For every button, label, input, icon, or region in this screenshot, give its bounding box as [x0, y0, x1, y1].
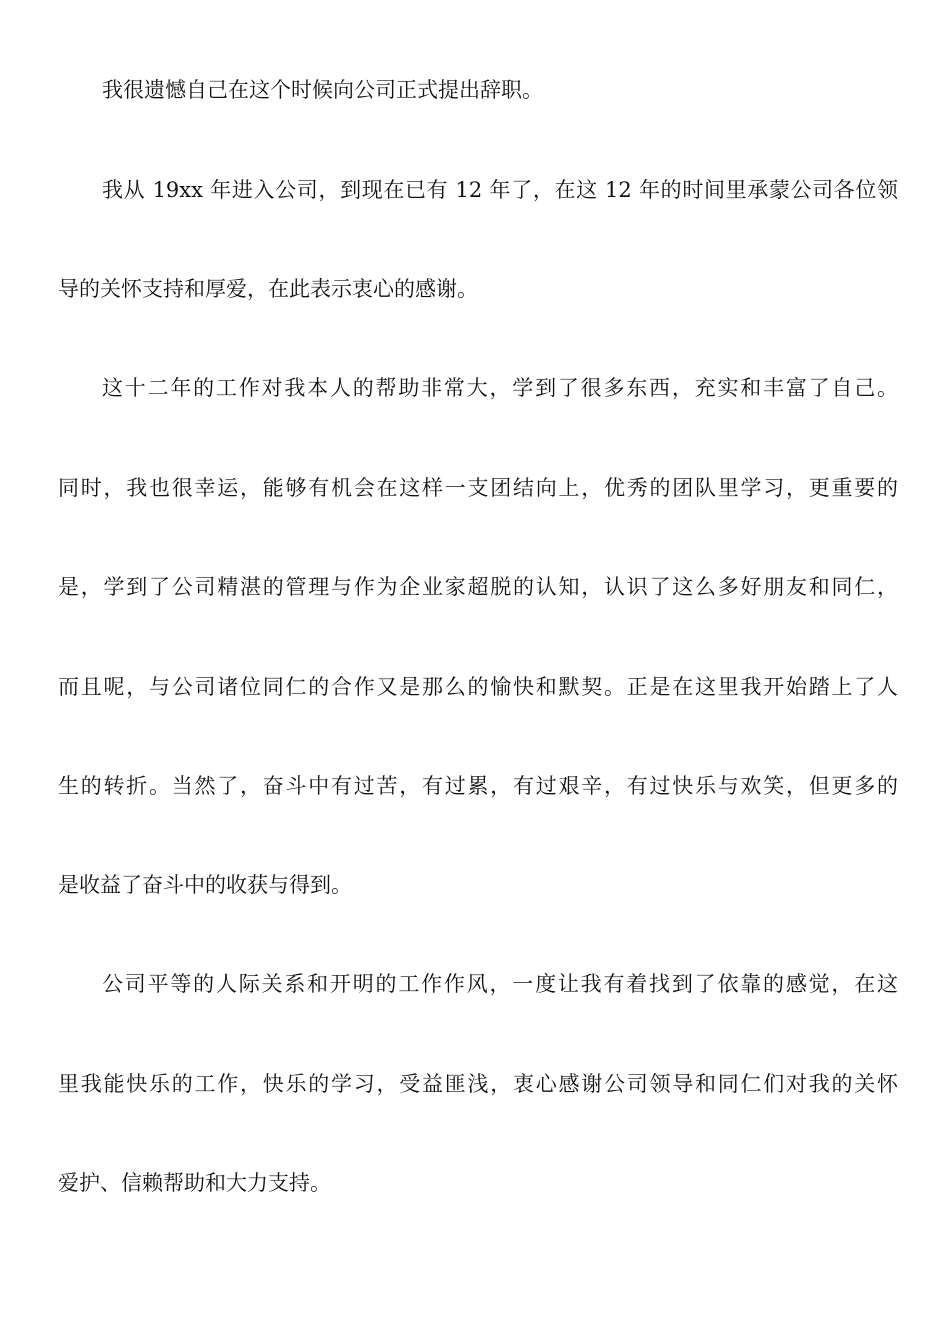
- paragraph-2-line-1: 我从 19xx 年进入公司，到现在已有 12 年了，在这 12 年的时间里承蒙公司各位领: [102, 178, 898, 202]
- paragraph-3-line-5: 生的转折。当然了，奋斗中有过苦，有过累，有过艰辛，有过快乐与欢笑，但更多的: [58, 774, 898, 798]
- paragraph-4-line-3: 爱护、信赖帮助和大力支持。: [58, 1171, 331, 1195]
- paragraph-1-line-1: 我很遗憾自己在这个时候向公司正式提出辞职。: [102, 78, 543, 102]
- paragraph-2-line-2: 导的关怀支持和厚爱，在此表示衷心的感谢。: [58, 277, 478, 301]
- paragraph-3-line-1: 这十二年的工作对我本人的帮助非常大，学到了很多东西，充实和丰富了自己。: [102, 376, 898, 400]
- paragraph-3-line-6: 是收益了奋斗中的收获与得到。: [58, 873, 352, 897]
- paragraph-3-line-3: 是，学到了公司精湛的管理与作为企业家超脱的认知，认识了这么多好朋友和同仁，: [58, 575, 898, 599]
- paragraph-4-line-2: 里我能快乐的工作，快乐的学习，受益匪浅，衷心感谢公司领导和同仁们对我的关怀: [58, 1072, 898, 1096]
- paragraph-3-line-2: 同时，我也很幸运，能够有机会在这样一支团结向上，优秀的团队里学习，更重要的: [58, 476, 898, 500]
- paragraph-3-line-4: 而且呢，与公司诸位同仁的合作又是那么的愉快和默契。正是在这里我开始踏上了人: [58, 675, 898, 699]
- paragraph-4-line-1: 公司平等的人际关系和开明的工作作风，一度让我有着找到了依靠的感觉，在这: [102, 972, 898, 996]
